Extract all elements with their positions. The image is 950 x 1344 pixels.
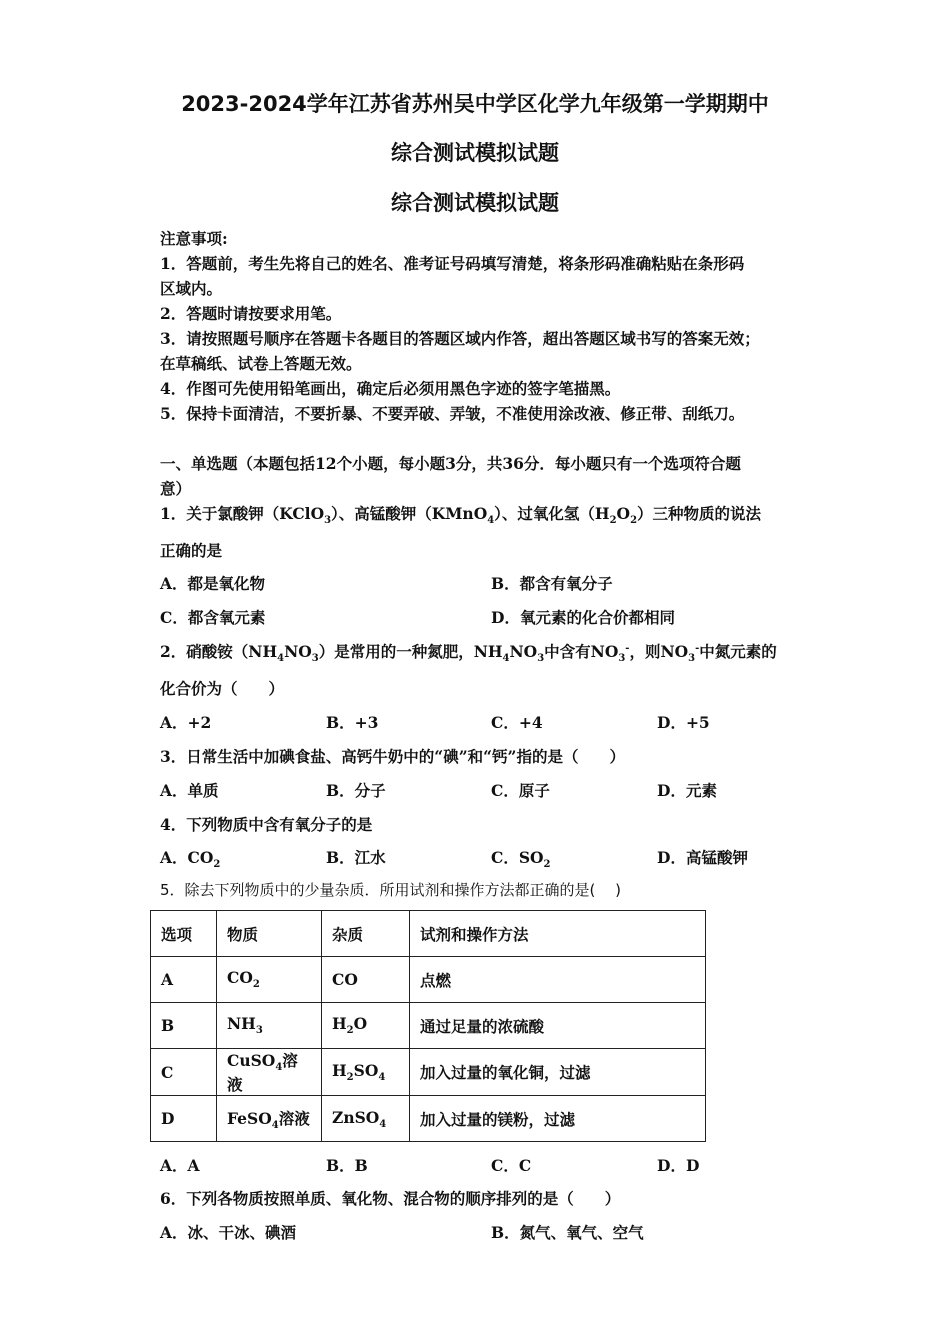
table-cell-option: D xyxy=(151,1096,217,1142)
table-cell-option: B xyxy=(151,1003,217,1049)
formula-text: ZnSO xyxy=(332,1107,380,1127)
table-cell-substance xyxy=(217,957,322,1003)
q2-subscript: 4 xyxy=(277,653,285,665)
q4-option-a-text: A．CO xyxy=(160,848,214,867)
table-header-substance: 物质 xyxy=(217,911,322,957)
table-cell-substance xyxy=(217,1003,322,1049)
formula-text: SO xyxy=(353,1061,379,1080)
q2-text-part: NO xyxy=(509,642,538,661)
q5-option-d: D．D xyxy=(657,1156,700,1175)
q2-option-a: A．+2 xyxy=(160,713,212,732)
table-cell-substance xyxy=(217,1049,322,1096)
q2-text-part: NO xyxy=(284,642,312,661)
q2-subscript: 4 xyxy=(502,653,510,665)
formula-subscript: 2 xyxy=(346,1025,354,1037)
formula-text: NH xyxy=(227,1014,256,1034)
formula-text: H xyxy=(332,1061,347,1080)
q2-subscript: 3 xyxy=(311,653,319,665)
exam-title-line3: 综合测试模拟试题 xyxy=(391,191,559,215)
q4-option-a-subscript: 2 xyxy=(213,859,221,871)
q2-option-d: D．+5 xyxy=(657,713,710,732)
q1-option-a: A．都是氧化物 xyxy=(160,574,266,593)
table-cell-impurity xyxy=(322,1049,410,1096)
section-heading-b: 意） xyxy=(160,479,192,498)
notice-heading: 注意事项: xyxy=(160,229,228,248)
formula-text: 溶液 xyxy=(278,1108,310,1128)
formula-subscript: 3 xyxy=(255,1025,263,1037)
question-4-stem: 4．下列物质中含有氧分子的是 xyxy=(160,815,373,834)
table-header-impurity: 杂质 xyxy=(322,911,410,957)
table-cell-option: A xyxy=(151,957,217,1003)
notice-item-2: 2．答题时请按要求用笔。 xyxy=(160,304,342,323)
table-row xyxy=(151,957,706,1003)
question-3-stem: 3．日常生活中加碘食盐、高钙牛奶中的“碘”和“钙”指的是（ ） xyxy=(160,747,625,766)
q3-option-b: B．分子 xyxy=(326,781,386,800)
table-row xyxy=(151,1096,706,1142)
table-cell-impurity xyxy=(322,1096,410,1142)
q1-text-part: O xyxy=(616,504,631,523)
q2-text-part: ，则NO xyxy=(629,642,689,661)
question-2-stem-line2: 化合价为（ ） xyxy=(160,679,285,698)
exam-title-line2: 综合测试模拟试题 xyxy=(391,141,559,165)
table-row xyxy=(151,1049,706,1096)
q1-subscript: 4 xyxy=(487,515,495,527)
q1-text-part: ）三种物质的说法 xyxy=(637,504,762,523)
q1-subscript: 3 xyxy=(324,515,332,527)
formula-subscript: 2 xyxy=(252,979,260,991)
question-5-stem: 5．除去下列物质中的少量杂质．所用试剂和操作方法都正确的是( ) xyxy=(160,881,622,899)
q2-text-part: 中含有NO xyxy=(544,642,619,661)
q2-option-c: C．+4 xyxy=(491,713,543,732)
q2-subscript: 3 xyxy=(618,653,626,665)
formula-text: H xyxy=(332,1014,347,1034)
formula-subscript: 4 xyxy=(379,1118,387,1130)
impurity-removal-table xyxy=(150,910,706,1142)
notice-item-3a: 3．请按照题号顺序在答题卡各题目的答题区域内作答，超出答题区域书写的答案无效； xyxy=(160,329,760,348)
table-header-row xyxy=(151,911,706,957)
q5-option-b: B．B xyxy=(326,1156,368,1175)
notice-item-1b: 区域内。 xyxy=(160,279,223,298)
q1-option-d: D．氧元素的化合价都相同 xyxy=(491,608,675,627)
table-cell-method: 通过足量的浓硫酸 xyxy=(410,1003,706,1049)
q5-option-c: C．C xyxy=(491,1156,532,1175)
table-cell-impurity xyxy=(322,1003,410,1049)
q5-option-a: A．A xyxy=(160,1156,200,1175)
q2-subscript: 3 xyxy=(537,653,545,665)
table-header-option: 选项 xyxy=(151,911,217,957)
table-cell-impurity: CO xyxy=(322,957,410,1003)
q3-option-d: D．元素 xyxy=(657,781,717,800)
q4-option-a xyxy=(160,846,220,870)
q6-option-a: A．冰、干冰、碘酒 xyxy=(160,1223,297,1242)
q2-text-part: 中氮元素的 xyxy=(699,642,777,661)
table-cell-substance xyxy=(217,1096,322,1142)
q6-option-b: B．氮气、氧气、空气 xyxy=(491,1223,644,1242)
notice-item-1a: 1．答题前，考生先将自己的姓名、准考证号码填写清楚，将条形码准确粘贴在条形码 xyxy=(160,254,745,273)
q4-option-b: B．江水 xyxy=(326,848,386,867)
q2-text-part: ）是常用的一种氮肥，NH xyxy=(318,642,503,661)
table-row xyxy=(151,1003,706,1049)
question-1-stem xyxy=(160,502,761,526)
q4-option-d: D．高锰酸钾 xyxy=(657,848,748,867)
formula-subscript: 4 xyxy=(378,1072,386,1084)
q3-option-c: C．原子 xyxy=(491,781,550,800)
notice-item-5: 5．保持卡面清洁，不要折暴、不要弄破、弄皱，不准使用涂改液、修正带、刮纸刀。 xyxy=(160,404,745,423)
table-header-method: 试剂和操作方法 xyxy=(410,911,706,957)
question-6-stem: 6．下列各物质按照单质、氧化物、混合物的顺序排列的是（ ） xyxy=(160,1189,621,1208)
table-cell-method: 加入过量的氧化铜，过滤 xyxy=(410,1049,706,1096)
q4-option-c-text: C．SO xyxy=(491,848,544,867)
q2-option-b: B．+3 xyxy=(326,713,379,732)
formula-text: FeSO xyxy=(227,1108,272,1128)
q3-option-a: A．单质 xyxy=(160,781,219,800)
q4-option-c xyxy=(491,846,551,870)
q1-text-part: ）、高锰酸钾（KMnO xyxy=(331,504,488,523)
table-cell-option: C xyxy=(151,1049,217,1096)
q4-option-c-subscript: 2 xyxy=(543,859,551,871)
formula-text: CuSO xyxy=(227,1051,276,1070)
formula-text: 溶液 xyxy=(227,1051,298,1095)
q2-text-part: 2．硝酸铵（NH xyxy=(160,642,278,661)
q1-subscript: 2 xyxy=(609,515,617,527)
formula-text: O xyxy=(353,1014,368,1034)
question-2-stem xyxy=(160,640,777,664)
notice-item-3b: 在草稿纸、试卷上答题无效。 xyxy=(160,354,362,373)
exam-title-line1: 2023-2024学年江苏省苏州吴中学区化学九年级第一学期期中 xyxy=(181,92,769,116)
formula-subscript: 4 xyxy=(271,1119,279,1131)
q1-subscript: 2 xyxy=(630,515,638,527)
q1-option-c: C．都含氧元素 xyxy=(160,608,266,627)
q1-text-part: ）、过氧化氢（H xyxy=(494,504,610,523)
q1-option-b: B．都含有氧分子 xyxy=(491,574,613,593)
q2-subscript: 3 xyxy=(688,653,696,665)
formula-text: CO xyxy=(227,968,253,988)
table-cell-method: 点燃 xyxy=(410,957,706,1003)
section-heading-a: 一、单选题（本题包括12个小题，每小题3分，共36分．每小题只有一个选项符合题 xyxy=(160,454,741,473)
formula-subscript: 4 xyxy=(275,1062,283,1074)
formula-subscript: 2 xyxy=(346,1072,354,1084)
question-1-stem-line2: 正确的是 xyxy=(160,541,223,560)
table-cell-method: 加入过量的镁粉，过滤 xyxy=(410,1096,706,1142)
notice-item-4: 4．作图可先使用铅笔画出，确定后必须用黑色字迹的签字笔描黑。 xyxy=(160,379,621,398)
q1-text-part: 1．关于氯酸钾（KClO xyxy=(160,504,325,523)
q2-superscript: - xyxy=(695,642,700,654)
q2-superscript: - xyxy=(625,642,630,654)
